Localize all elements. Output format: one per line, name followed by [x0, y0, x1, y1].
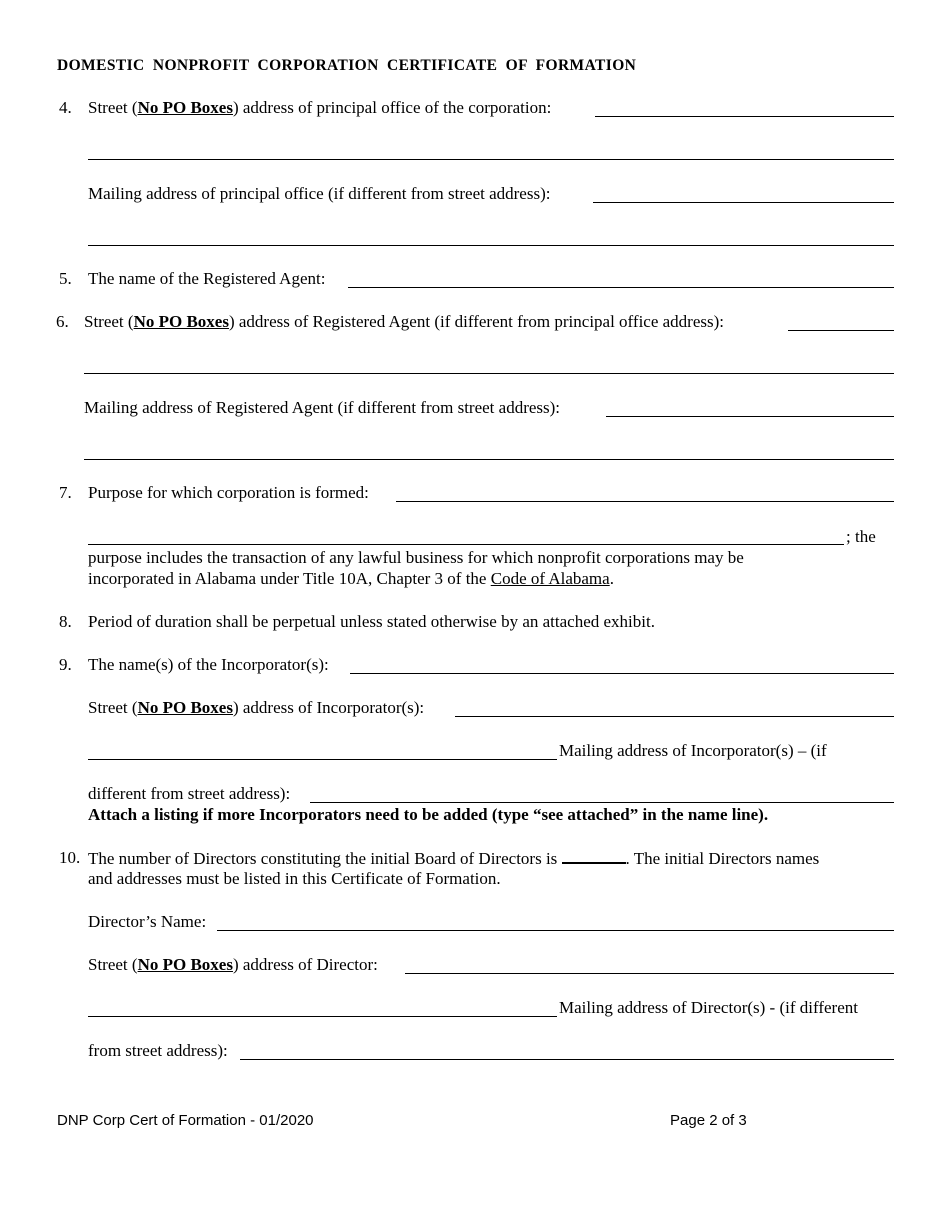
item-6-mailing-label: Mailing address of Registered Agent (if different from street address): — [84, 398, 561, 417]
incorporator-mailing-field[interactable] — [310, 802, 894, 803]
item-9-number: 9. — [59, 655, 72, 674]
director-street-label: Street (No PO Boxes) address of Director: — [88, 955, 378, 974]
item-7-number: 7. — [59, 483, 72, 502]
item-9-street-label: Street (No PO Boxes) address of Incorporator(s): — [88, 698, 425, 717]
directors-count-field[interactable] — [562, 848, 626, 864]
item-8-label: Period of duration shall be perpetual unless stated otherwise by an attached exhibit. — [88, 612, 655, 631]
form-title: DOMESTIC NONPROFIT CORPORATION CERTIFICATE OF FORMATION — [57, 57, 637, 74]
item-7-label: Purpose for which corporation is formed: — [88, 483, 369, 502]
item-4-number: 4. — [59, 98, 72, 117]
item-5-number: 5. — [59, 269, 72, 288]
footer-page-number: Page 2 of 3 — [670, 1112, 747, 1129]
director-name-label: Director’s Name: — [88, 912, 207, 931]
purpose-line-1: purpose includes the transaction of any lawful business for which nonprofit corporations may be — [88, 548, 744, 567]
item-9-mailing-label-b: different from street address): — [88, 784, 291, 803]
item-8-number: 8. — [59, 612, 72, 631]
attach-listing-note: Attach a listing if more Incorporators need to be added (type “see attached” in the name line). — [88, 805, 769, 824]
director-mailing-field[interactable] — [240, 1059, 894, 1060]
director-name-field[interactable] — [217, 930, 894, 931]
item-9-names-label: The name(s) of the Incorporator(s): — [88, 655, 329, 674]
code-of-alabama: Code of Alabama — [490, 569, 610, 588]
director-street-field-line-2[interactable] — [88, 1016, 557, 1017]
item-10-line-1: The number of Directors constituting the initial Board of Directors is . The initial Directors names — [88, 849, 820, 868]
item-9-mailing-label-a: Mailing address of Incorporator(s) – (if — [559, 741, 827, 760]
purpose-the-text: ; the — [846, 527, 876, 546]
registered-agent-mailing-field-line-2[interactable] — [84, 459, 894, 460]
registered-agent-street-field-line-2[interactable] — [84, 373, 894, 374]
item-4-street-label: Street (No PO Boxes) address of principal office of the corporation: — [88, 98, 552, 117]
director-mailing-label-b: from street address): — [88, 1041, 228, 1060]
footer-form-id: DNP Corp Cert of Formation - 01/2020 — [57, 1112, 314, 1129]
purpose-field-line-2[interactable] — [88, 544, 844, 545]
registered-agent-name-field[interactable] — [348, 287, 894, 288]
item-10-number: 10. — [59, 848, 81, 867]
item-6-street-label: Street (No PO Boxes) address of Registered Agent (if different from principal office address): — [84, 312, 725, 331]
item-5-label: The name of the Registered Agent: — [88, 269, 326, 288]
director-mailing-label-a: Mailing address of Director(s) - (if different — [559, 998, 858, 1017]
item-10-line-2: and addresses must be listed in this Certificate of Formation. — [88, 869, 501, 888]
purpose-field[interactable] — [396, 501, 894, 502]
purpose-line-2: incorporated in Alabama under Title 10A, Chapter 3 of the Code of Alabama. — [88, 569, 614, 588]
incorporator-names-field[interactable] — [350, 673, 894, 674]
item-4-mailing-label: Mailing address of principal office (if different from street address): — [88, 184, 551, 203]
director-street-field[interactable] — [405, 973, 894, 974]
incorporator-street-field-line-2[interactable] — [88, 759, 557, 760]
principal-office-street-field[interactable] — [595, 116, 894, 117]
incorporator-street-field[interactable] — [455, 716, 894, 717]
registered-agent-mailing-field[interactable] — [606, 416, 894, 417]
registered-agent-street-field[interactable] — [788, 330, 894, 331]
principal-office-mailing-field[interactable] — [593, 202, 894, 203]
item-6-number: 6. — [56, 312, 69, 331]
principal-office-street-field-line-2[interactable] — [88, 159, 894, 160]
principal-office-mailing-field-line-2[interactable] — [88, 245, 894, 246]
